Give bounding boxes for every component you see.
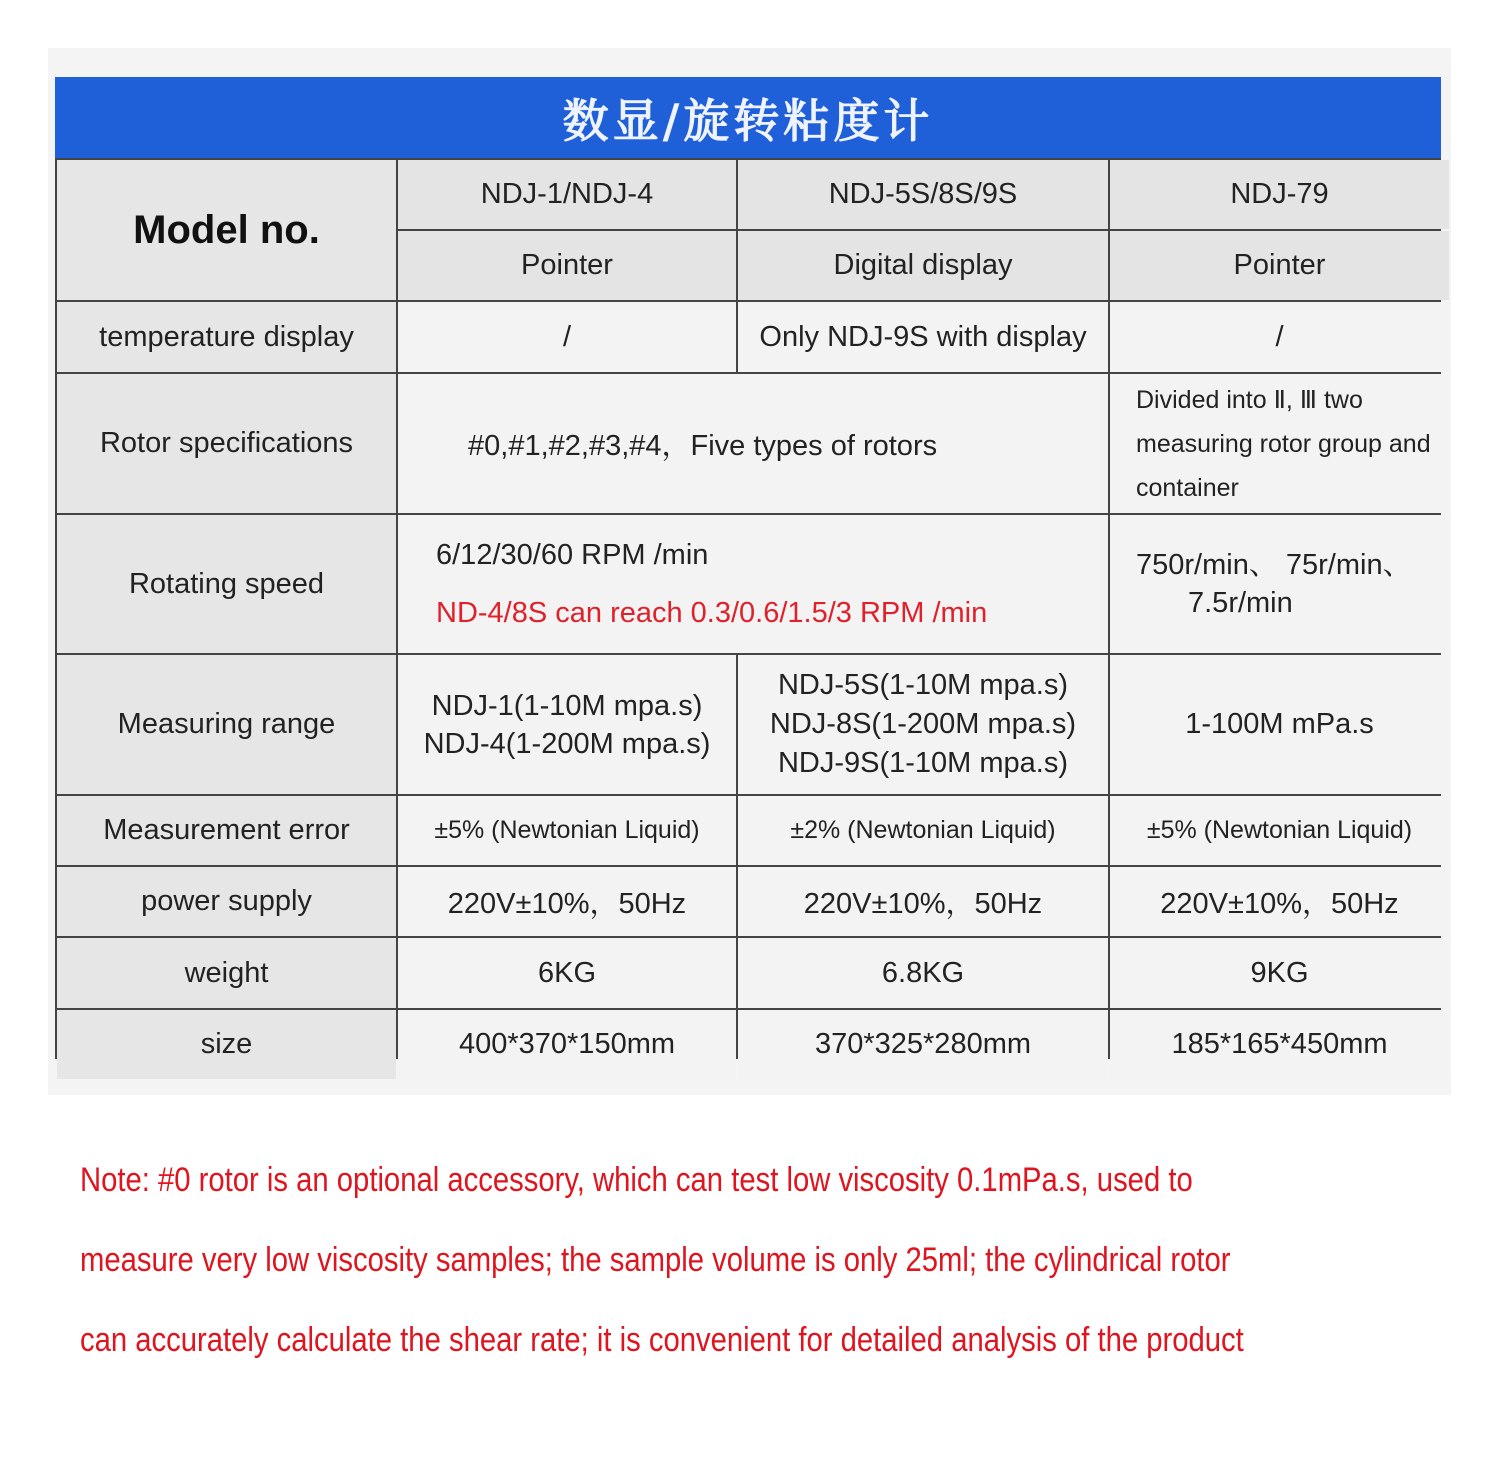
cell: 1-100M mPa.s bbox=[1110, 655, 1449, 794]
cell: Only NDJ-9S with display bbox=[738, 302, 1108, 372]
cell bbox=[398, 515, 1108, 653]
line: container bbox=[1136, 473, 1239, 502]
model-label: Model no. bbox=[57, 160, 396, 300]
cell bbox=[1110, 374, 1449, 513]
display-type: Digital display bbox=[738, 231, 1108, 300]
line: 6/12/30/60 RPM /min bbox=[436, 539, 709, 571]
line: ND-4/8S can reach 0.3/0.6/1.5/3 RPM /min bbox=[436, 597, 988, 629]
cell: 185*165*450mm bbox=[1110, 1010, 1449, 1079]
row-label: Measurement error bbox=[57, 796, 396, 865]
cell: 6.8KG bbox=[738, 938, 1108, 1008]
cell: 6KG bbox=[398, 938, 736, 1008]
cell bbox=[738, 655, 1108, 794]
line: NDJ-1(1-10M mpa.s) bbox=[431, 689, 703, 722]
cell: / bbox=[1110, 302, 1449, 372]
table-title: 数显/旋转粘度计 bbox=[55, 77, 1441, 158]
row-label: size bbox=[57, 1010, 396, 1079]
row-label: Measuring range bbox=[57, 655, 396, 794]
cell: ±5% (Newtonian Liquid) bbox=[398, 796, 736, 865]
cell: #0,#1,#2,#3,#4，Five types of rotors bbox=[398, 374, 1108, 513]
cell: 400*370*150mm bbox=[398, 1010, 736, 1079]
cell: ±2% (Newtonian Liquid) bbox=[738, 796, 1108, 865]
cell bbox=[1110, 515, 1449, 653]
cell: / bbox=[398, 302, 736, 372]
model-header: NDJ-79 bbox=[1110, 160, 1449, 229]
line: NDJ-4(1-200M mpa.s) bbox=[423, 727, 711, 760]
cell: 9KG bbox=[1110, 938, 1449, 1008]
line: NDJ-5S(1-10M mpa.s) bbox=[777, 669, 1069, 701]
model-header: NDJ-5S/8S/9S bbox=[738, 160, 1108, 229]
model-header: NDJ-1/NDJ-4 bbox=[398, 160, 736, 229]
line: 750r/min、 75r/min、 bbox=[1136, 549, 1412, 581]
line: NDJ-9S(1-10M mpa.s) bbox=[777, 747, 1069, 779]
cell: 220V±10%，50Hz bbox=[398, 867, 736, 936]
row-label: Rotating speed bbox=[57, 515, 396, 653]
row-label: Rotor specifications bbox=[57, 374, 396, 513]
row-label: temperature display bbox=[57, 302, 396, 372]
note-line: Note: #0 rotor is an optional accessory, which can test low viscosity 0.1mPa.s, used to bbox=[80, 1161, 1193, 1199]
line: 7.5r/min bbox=[1188, 587, 1293, 619]
cell bbox=[398, 655, 736, 794]
cell: 370*325*280mm bbox=[738, 1010, 1108, 1079]
display-type: Pointer bbox=[1110, 231, 1449, 300]
note-text bbox=[80, 1140, 1422, 1380]
note-line: measure very low viscosity samples; the sample volume is only 25ml; the cylindrical rotor bbox=[80, 1241, 1231, 1279]
cell: 220V±10%，50Hz bbox=[738, 867, 1108, 936]
spec-table bbox=[55, 158, 1441, 1059]
cell: 220V±10%，50Hz bbox=[1110, 867, 1449, 936]
line: Divided into Ⅱ, Ⅲ two bbox=[1136, 385, 1363, 414]
row-label: weight bbox=[57, 938, 396, 1008]
display-type: Pointer bbox=[398, 231, 736, 300]
note-line: can accurately calculate the shear rate; it is convenient for detailed analysis of the product bbox=[80, 1321, 1244, 1359]
line: measuring rotor group and bbox=[1136, 429, 1431, 458]
row-label: power supply bbox=[57, 867, 396, 936]
cell: ±5% (Newtonian Liquid) bbox=[1110, 796, 1449, 865]
line: NDJ-8S(1-200M mpa.s) bbox=[769, 708, 1077, 740]
